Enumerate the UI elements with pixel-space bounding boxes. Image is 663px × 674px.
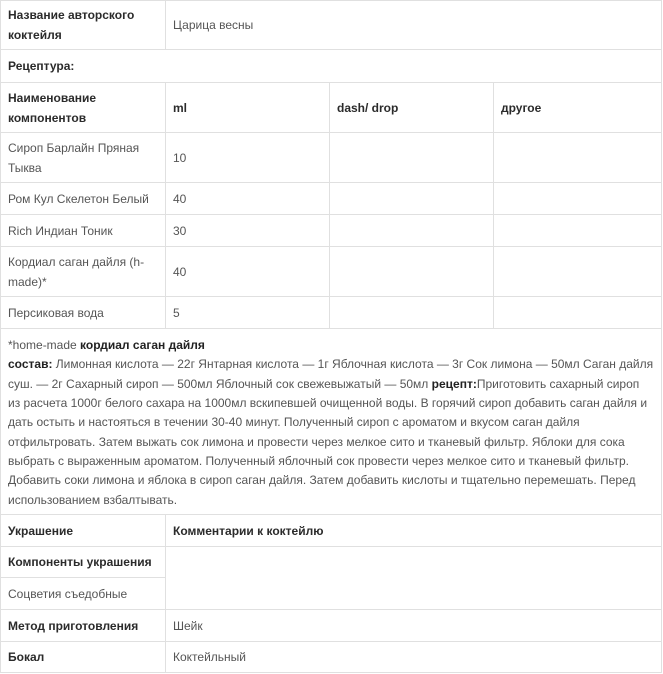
homemade-note (1, 329, 662, 515)
note-composition-text: Лимонная кислота — 22г Янтарная кислота — 1г Яблочная кислота — 3г Сок лимона — 50мл Саган дайля суш. — 2г Сахарный сироп — 500мл Яблочный сок свежевыжатый — 50мл (8, 357, 654, 391)
ingredient-ml: 30 (166, 215, 330, 247)
note-composition-label: состав: (8, 357, 53, 372)
comments-value (166, 547, 662, 610)
note-title: кордиал саган дайля (80, 338, 205, 353)
ingredient-name: Rich Индиан Тоник (1, 215, 166, 247)
method-value: Шейк (166, 610, 662, 642)
ingredient-other (494, 183, 662, 215)
ingredient-dash (330, 247, 494, 297)
glass-label: Бокал (1, 642, 166, 673)
ingredient-name: Ром Кул Скелетон Белый (1, 183, 166, 215)
ingredient-dash (330, 133, 494, 183)
homemade-note-row (1, 329, 662, 515)
comments-label: Комментарии к коктейлю (166, 515, 662, 547)
header-component-name: Наименование компонентов (1, 83, 166, 133)
note-prefix: *home-made (8, 338, 81, 353)
ingredient-ml: 5 (166, 297, 330, 329)
ingredient-other (494, 297, 662, 329)
ingredient-dash (330, 297, 494, 329)
ingredient-other (494, 247, 662, 297)
note-recipe-label: рецепт: (431, 376, 477, 391)
header-other: другое (494, 83, 662, 133)
table-row (1, 247, 662, 297)
table-row (1, 183, 662, 215)
garnish-components-label: Компоненты украшения (1, 547, 166, 578)
ingredient-ml: 40 (166, 183, 330, 215)
recipe-section-label: Рецептура: (1, 50, 662, 83)
cocktail-name-row (1, 1, 662, 50)
ingredient-dash (330, 215, 494, 247)
ingredient-ml: 10 (166, 133, 330, 183)
ingredient-name: Сироп Барлайн Пряная Тыква (1, 133, 166, 183)
recipe-section-row (1, 50, 662, 83)
table-row (1, 215, 662, 247)
garnish-components-row (1, 547, 662, 578)
cocktail-name-value: Царица весны (166, 1, 662, 50)
note-recipe-text: Приготовить сахарный сироп из расчета 1000г белого сахара на 1000мл вскипевшей очищенной воды. В горячий сироп добавить саган дайля и дать остыть и настояться в течении 30-40 минут. Полученный сироп с ароматом и вкусом саган дайля отфильтровать. Затем выжать сок лимона и провести через мелкое сито и тканевый фильтр. Яблоки для сока выбрать с выраженным ароматом. Полученный яблочный сок провести через мелкое сито и тканевый фильтр. Добавить соки лимона и яблока в сироп саган дайля. Затем добавить кислоты и тщательно перемешать. Перед использованием взбалтывать. (8, 376, 648, 507)
ingredient-other (494, 133, 662, 183)
recipe-header-row (1, 83, 662, 133)
method-label: Метод приготовления (1, 610, 166, 642)
table-row (1, 133, 662, 183)
ingredient-name: Кордиал саган дайля (h-made)* (1, 247, 166, 297)
ingredient-dash (330, 183, 494, 215)
header-dash-drop: dash/ drop (330, 83, 494, 133)
table-row (1, 297, 662, 329)
glass-row (1, 642, 662, 673)
cocktail-name-label: Название авторского коктейля (1, 1, 166, 50)
garnish-header-row (1, 515, 662, 547)
garnish-components-value: Соцветия съедобные (1, 578, 166, 610)
header-ml: ml (166, 83, 330, 133)
garnish-label: Украшение (1, 515, 166, 547)
ingredient-name: Персиковая вода (1, 297, 166, 329)
method-row (1, 610, 662, 642)
glass-value: Коктейльный (166, 642, 662, 673)
ingredient-other (494, 215, 662, 247)
ingredient-ml: 40 (166, 247, 330, 297)
